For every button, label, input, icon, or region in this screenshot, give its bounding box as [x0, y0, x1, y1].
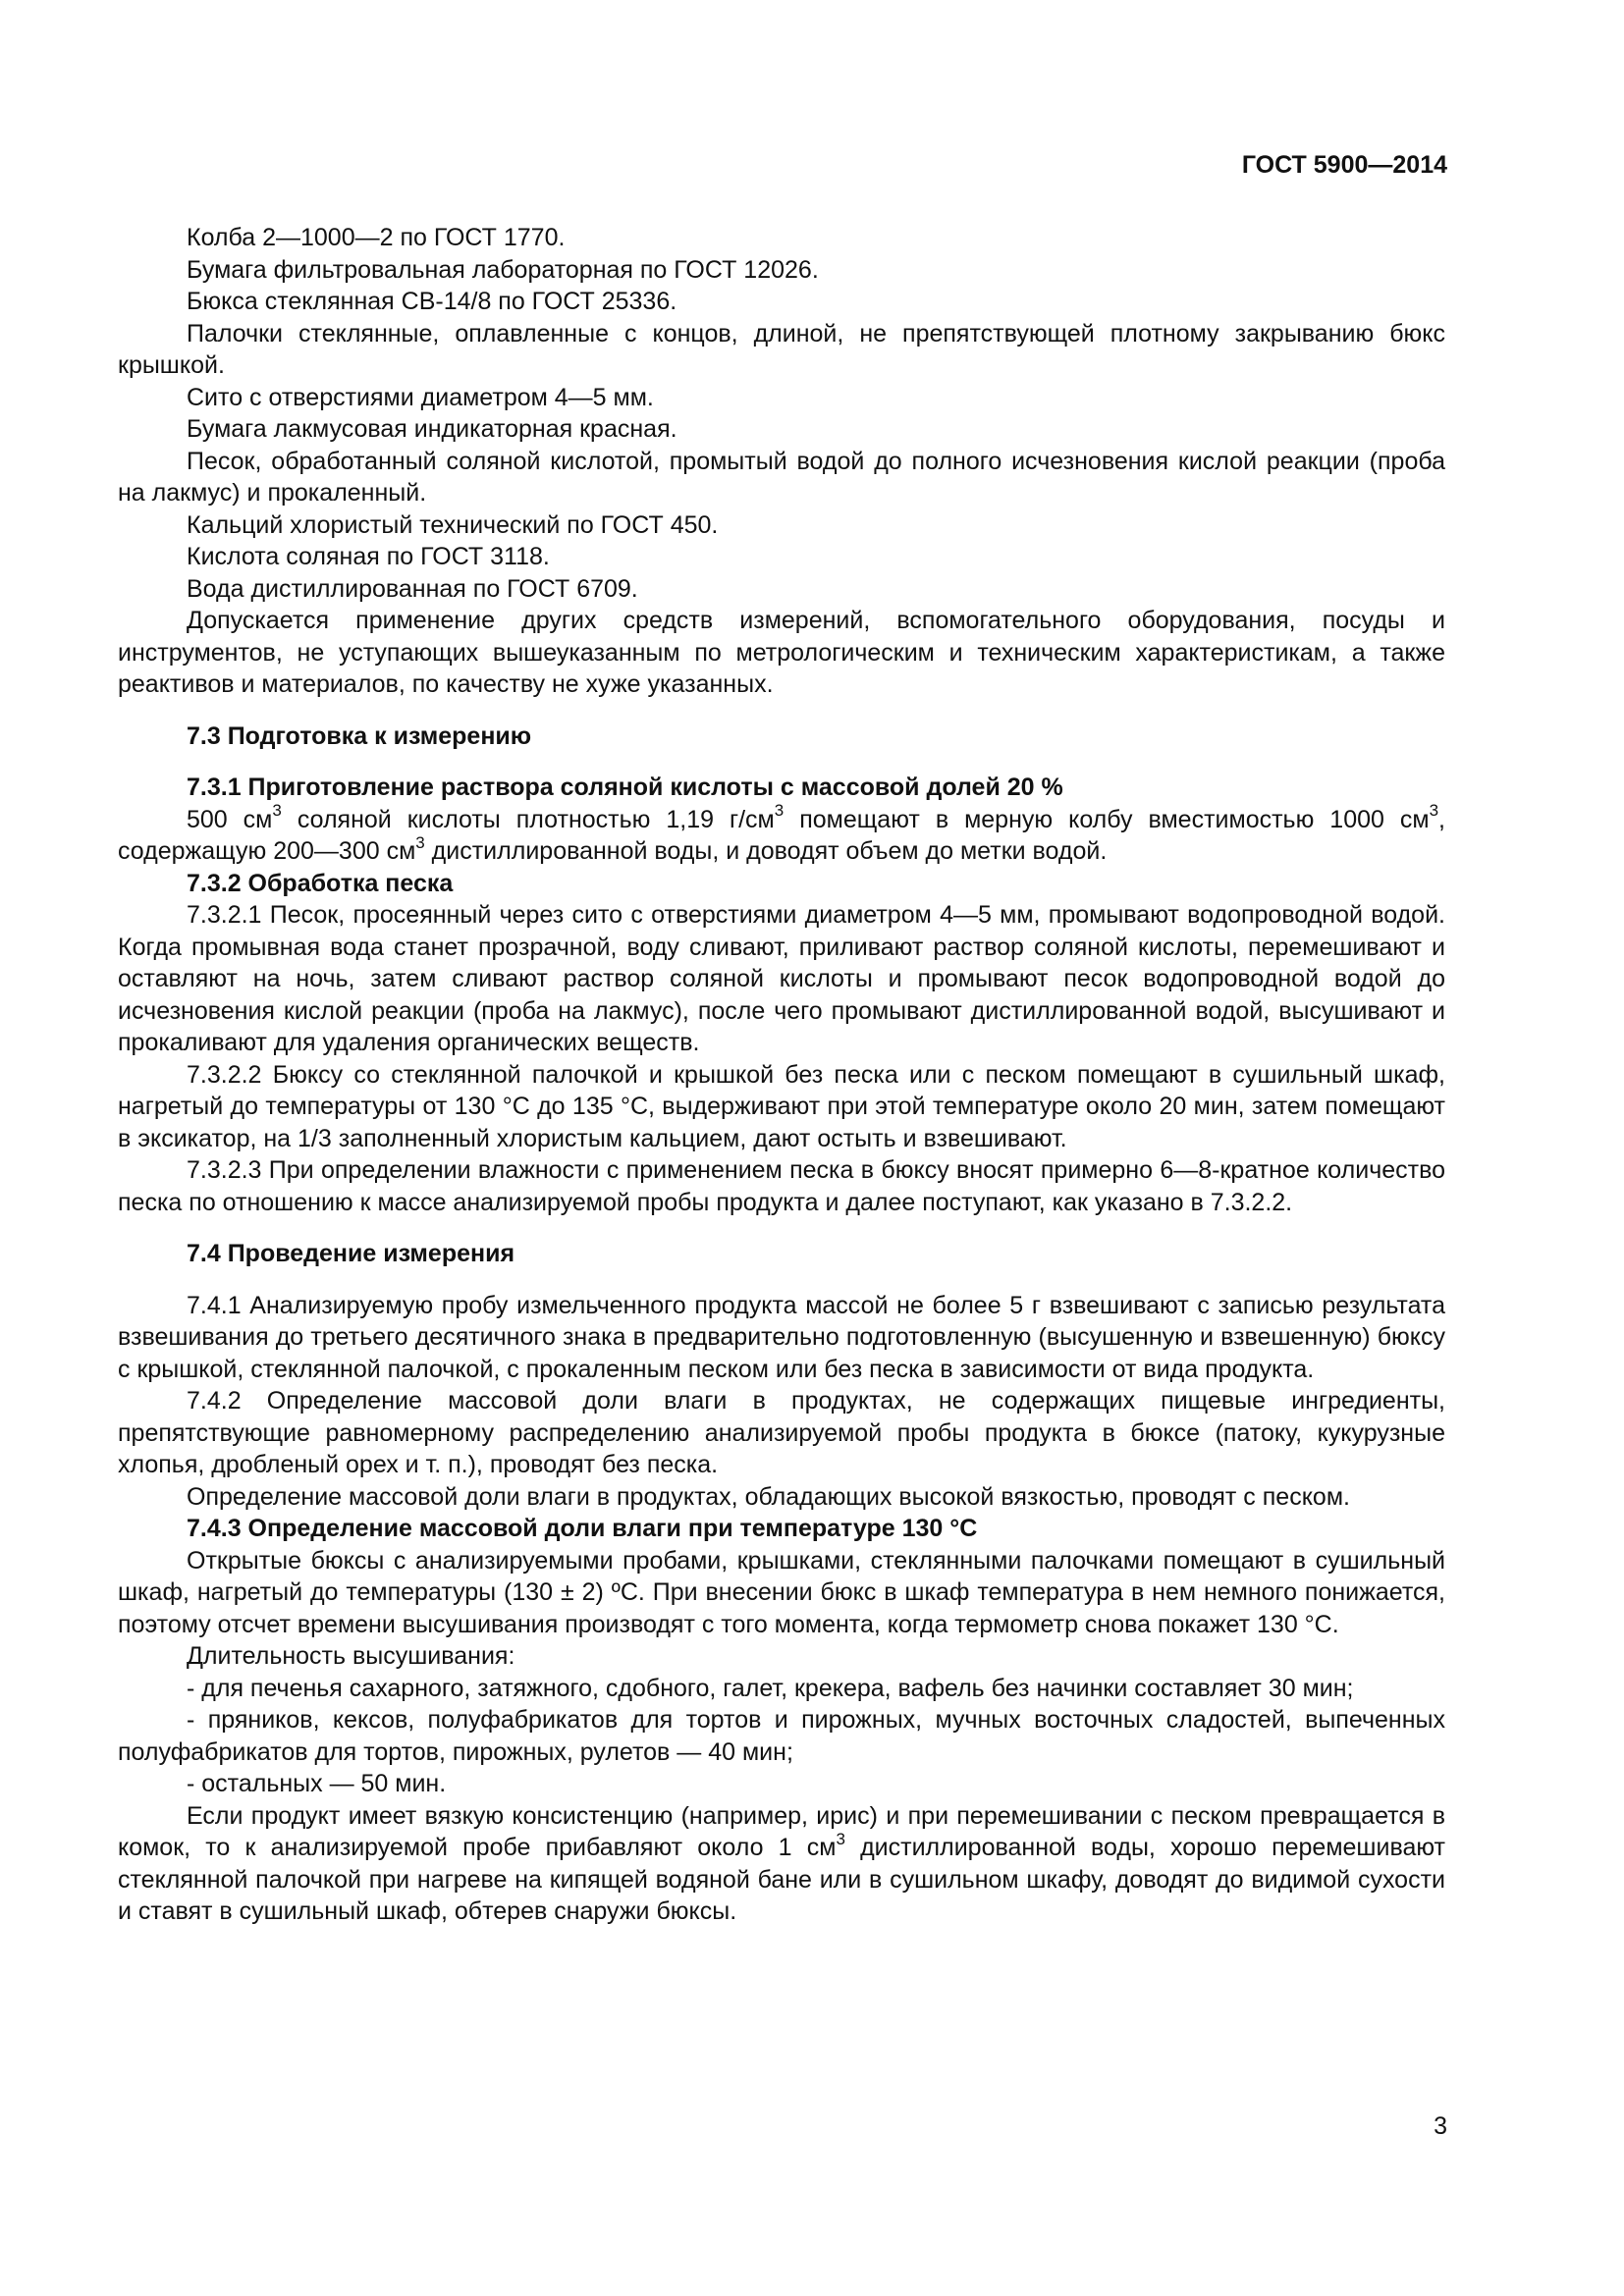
paragraph: 7.3.2.1 Песок, просеянный через сито с отверстиями диаметром 4—5 мм, промывают водопроводной водой. Когда промывная вода станет прозрачной, воду сливают, приливают раствор соляной кислоты, перемешивают и оставляют на ночь, затем сливают раствор соляной кислоты и промывают песок водопроводной водой до исчезновения кислой реакции (проба на лакмус), после чего промывают дистиллированной водой, высушивают и прокаливают для удаления органических веществ.: [118, 901, 1445, 1056]
paragraph: Колба 2—1000—2 по ГОСТ 1770.: [187, 224, 566, 251]
paragraph: Бумага лакмусовая индикаторная красная.: [187, 415, 677, 443]
paragraph: 500 $см^3$ соляной кислоты плотностью 1,19 $г/см^3$ помещают в мерную колбу вместимостью 1000 $см^3$, содержащую 200—300 $см^3$ дистиллированной воды, и доводят объем до метки водой.: [118, 801, 1445, 865]
list-item: - остальных — 50 мин.: [187, 1770, 447, 1797]
paragraph: Если продукт имеет вязкую консистенцию (например, ирис) и при перемешивании с песком превращается в комок, то к анализируемой пробе прибавляют около 1 $см^3$ дистиллированной воды, хорошо перемешивают стеклянной палочкой при нагреве на кипящей водяной бане или в сушильном шкафу, доводят до видимой сухости и ставят в сушильный шкаф, обтерев снаружи бюксы.: [118, 1801, 1445, 1925]
list-item: - для печенья сахарного, затяжного, сдобного, галет, крекера, вафель без начинки составляет 30 мин;: [187, 1674, 1354, 1702]
paragraph: 7.3.2.2 Бюксу со стеклянной палочкой и крышкой без песка или с песком помещают в сушильный шкаф, нагретый до температуры от 130 °С до 135 °С, выдерживают при этой температуре около 20 мин, затем помещают в эксикатор, на 1/3 заполненный хлористым кальцием, дают остыть и взвешивают.: [118, 1060, 1445, 1152]
paragraph: Сито с отверстиями диаметром 4—5 мм.: [187, 383, 654, 411]
paragraph: Длительность высушивания:: [187, 1642, 515, 1670]
paragraph: Вода дистиллированная по ГОСТ 6709.: [187, 574, 638, 603]
paragraph: Кальций хлористый технический по ГОСТ 450.: [187, 510, 719, 539]
paragraph: 7.4.2 Определение массовой доли влаги в продуктах, не содержащих пищевые ингредиенты, препятствующие равномерному распределению анализируемой пробы продукта в бюксе (патоку, кукурузные хлопья, дробленый орех и т. п.), проводят без песка.: [118, 1387, 1445, 1478]
paragraph: Кислота соляная по ГОСТ 3118.: [187, 543, 550, 570]
paragraph: Бумага фильтровальная лабораторная по ГОСТ 12026.: [187, 255, 819, 284]
subsection-heading: 7.3.1 Приготовление раствора соляной кислоты с массовой долей 20 %: [187, 774, 1063, 801]
paragraph: Песок, обработанный соляной кислотой, промытый водой до полного исчезновения кислой реакции (проба на лакмус) и прокаленный.: [118, 447, 1445, 507]
document-body: [118, 222, 1445, 1928]
section-heading: 7.4 Проведение измерения: [187, 1240, 515, 1267]
paragraph: 7.3.2.3 При определении влажности с применением песка в бюксу вносят примерно 6—8-кратное количество песка по отношению к массе анализируемой пробы продукта и далее поступают, как указано в 7.3.2.2.: [118, 1156, 1445, 1216]
page-number: 3: [1434, 2112, 1447, 2140]
document-header: ГОСТ 5900—2014: [1241, 151, 1447, 179]
paragraph: Допускается применение других средств измерений, вспомогательного оборудования, посуды и инструментов, не уступающих вышеуказанным по метрологическим и техническим характеристикам, а также реактивов и материалов, по качеству не хуже указанных.: [118, 607, 1445, 698]
section-heading: 7.3 Подготовка к измерению: [187, 721, 532, 750]
paragraph: Определение массовой доли влаги в продуктах, обладающих высокой вязкостью, проводят с песком.: [187, 1482, 1350, 1511]
subsection-heading: 7.4.3 Определение массовой доли влаги при температуре 130 °С: [187, 1515, 978, 1542]
paragraph: Палочки стеклянные, оплавленные с концов, длиной, не препятствующей плотному закрыванию бюкс крышкой.: [118, 319, 1445, 379]
paragraph: Бюкса стеклянная СВ-14/8 по ГОСТ 25336.: [187, 288, 677, 315]
paragraph: 7.4.1 Анализируемую пробу измельченного продукта массой не более 5 г взвешивают с записью результата взвешивания до третьего десятичного знака в предварительно подготовленную (высушенную и взвешенную) бюксу с крышкой, стеклянной палочкой, с прокаленным песком или без песка в зависимости от вида продукта.: [118, 1291, 1445, 1383]
paragraph: Открытые бюксы с анализируемыми пробами, крышками, стеклянными палочками помещают в сушильный шкаф, нагретый до температуры (130 ± 2) ºС. При внесении бюкс в шкаф температура в нем немного понижается, поэтому отсчет времени высушивания производят с того момента, когда термометр снова покажет 130 °С.: [118, 1546, 1445, 1638]
list-item: - пряников, кексов, полуфабрикатов для тортов и пирожных, мучных восточных сладостей, выпеченных полуфабрикатов для тортов, пирожных, рулетов — 40 мин;: [118, 1706, 1445, 1766]
subsection-heading: 7.3.2 Обработка песка: [187, 869, 454, 897]
